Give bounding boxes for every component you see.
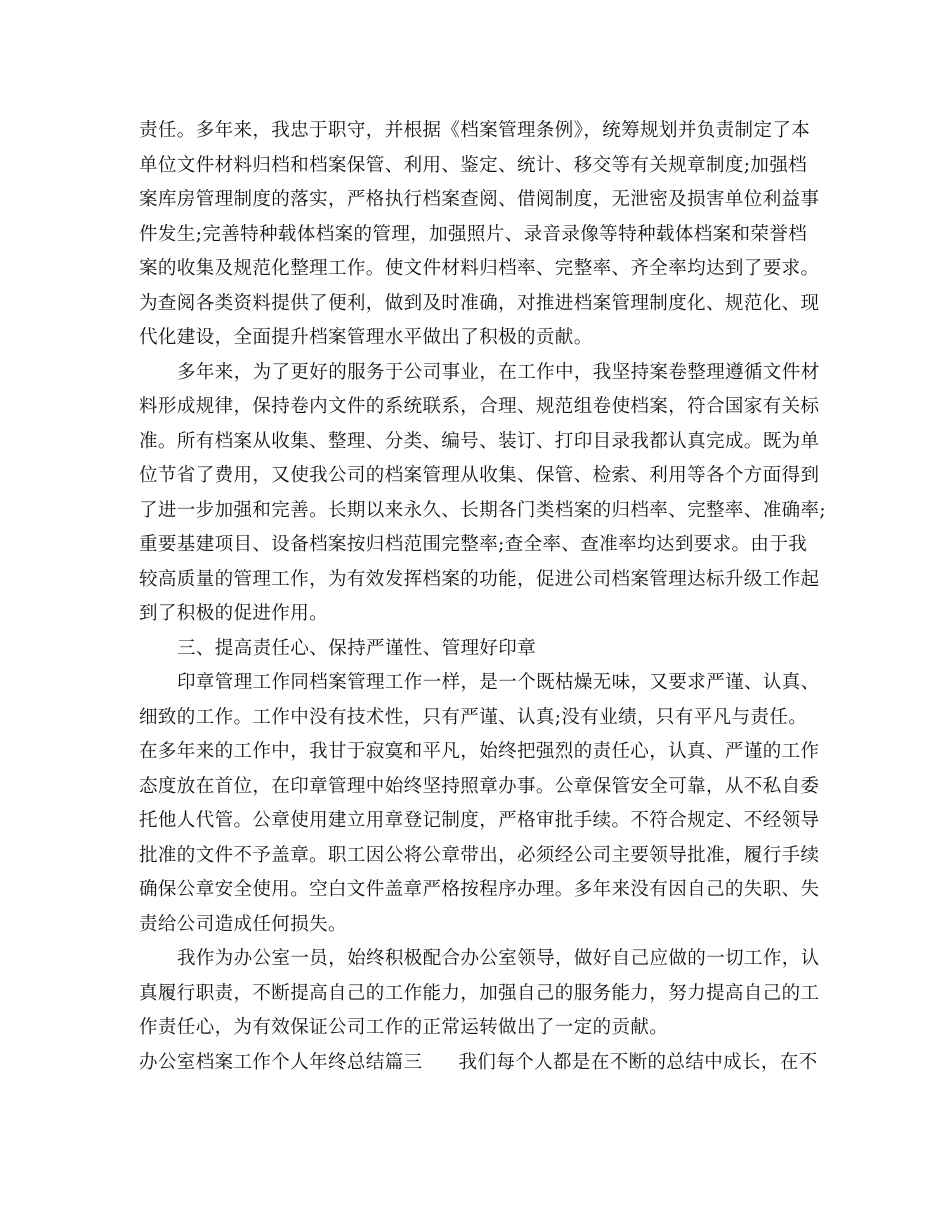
text-line: 三、提高责任心、保持严谨性、管理好印章 xyxy=(177,637,537,659)
text-line: 准。所有档案从收集、整理、分类、编号、装订、打印目录我都认真完成。既为单 xyxy=(139,430,820,452)
document-body xyxy=(139,114,827,1080)
text-line: 多年来，为了更好的服务于公司事业，在工作中，我坚持案卷整理遵循文件材 xyxy=(177,361,820,383)
text-line: 确保公章安全使用。空白文件盖章严格按程序办理。多年来没有因自己的失职、失 xyxy=(139,879,820,900)
text-line: 在多年来的工作中，我甘于寂寞和平凡，始终把强烈的责任心，认真、严谨的工作 xyxy=(139,741,820,762)
section-heading: 办公室档案工作个人年终总结篇三 xyxy=(139,1051,423,1073)
text-line: 责任。多年来，我忠于职守，并根据《档案管理条例》，统筹规划并负责制定了本 xyxy=(139,120,811,141)
text-line: 态度放在首位，在印章管理中始终坚持照章办事。公章保管安全可靠，从不私自委 xyxy=(139,775,820,797)
text-line: 重要基建项目、设备档案按归档范围完整率;查全率、查准率均达到要求。由于我 xyxy=(139,534,808,555)
text-line: 件发生;完善特种载体档案的管理，加强照片、录音录像等特种载体档案和荣誉档 xyxy=(139,223,808,245)
text-line: 细致的工作。工作中没有技术性，只有严谨、认真;没有业绩，只有平凡与责任。 xyxy=(139,706,808,728)
text-line: 印章管理工作同档案管理工作一样，是一个既枯燥无味，又要求严谨、认真、 xyxy=(177,672,820,693)
paragraph-continuation: 我们每个人都是在不断的总结中成长，在不 xyxy=(458,1051,818,1073)
text-line-final xyxy=(139,1046,819,1081)
text-line: 托他人代管。公章使用建立用章登记制度，严格审批手续。不符合规定、不经领导 xyxy=(139,810,820,831)
text-line: 较高质量的管理工作，为有效发挥档案的功能，促进公司档案管理达标升级工作起 xyxy=(139,568,820,590)
text-line: 为查阅各类资料提供了便利，做到及时准确，对推进档案管理制度化、规范化、现 xyxy=(139,292,820,314)
text-line: 代化建设，全面提升档案管理水平做出了积极的贡献。 xyxy=(139,327,593,348)
text-line: 到了积极的促进作用。 xyxy=(139,603,329,624)
text-line: 案库房管理制度的落实，严格执行档案查阅、借阅制度，无泄密及损害单位利益事 xyxy=(139,189,820,210)
text-line: 责给公司造成任何损失。 xyxy=(139,913,347,935)
text-line: 我作为办公室一员，始终积极配合办公室领导，做好自己应做的一切工作，认 xyxy=(177,948,820,969)
text-line: 位节省了费用，又使我公司的档案管理从收集、保管、检索、利用等各个方面得到 xyxy=(139,465,820,486)
text-line: 真履行职责，不断提高自己的工作能力，加强自己的服务能力，努力提高自己的工 xyxy=(139,982,820,1004)
text-line: 了进一步加强和完善。长期以来永久、长期各门类档案的归档率、完整率、准确率; xyxy=(139,499,827,521)
text-line: 料形成规律，保持卷内文件的系统联系，合理、规范组卷使档案，符合国家有关标 xyxy=(139,396,820,417)
text-line: 批准的文件不予盖章。职工因公将公章带出，必须经公司主要领导批准，履行手续 xyxy=(139,844,820,866)
text-line: 单位文件材料归档和档案保管、利用、鉴定、统计、移交等有关规章制度;加强档 xyxy=(139,154,808,176)
text-line: 作责任心，为有效保证公司工作的正常运转做出了一定的贡献。 xyxy=(139,1017,669,1038)
text-line: 案的收集及规范化整理工作。使文件材料归档率、完整率、齐全率均达到了要求。 xyxy=(139,258,820,279)
